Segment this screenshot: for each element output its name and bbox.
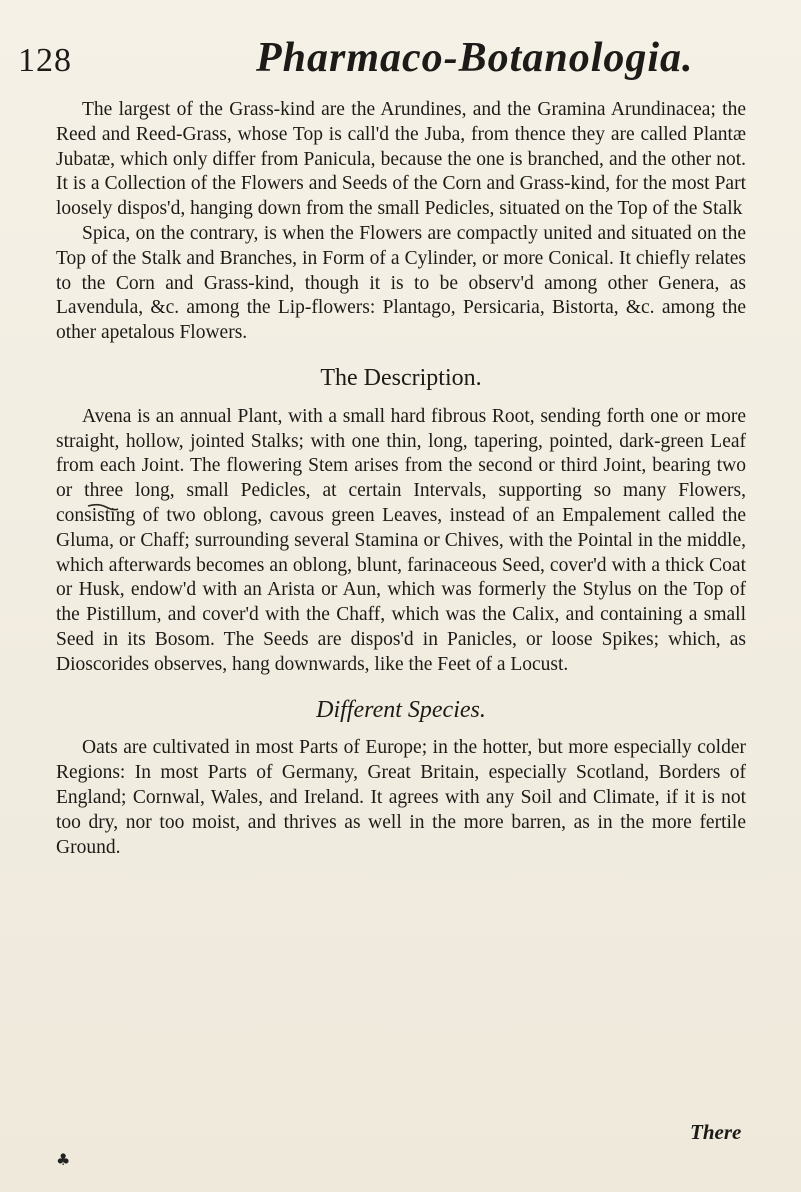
- leaf-mark-icon: ♣: [56, 1150, 71, 1169]
- description-heading-text: The Description.: [320, 364, 482, 391]
- pen-mark-icon: [86, 502, 120, 512]
- section-heading-description: [56, 366, 746, 391]
- paragraph-reed-grass: The largest of the Grass-kind are the Arundines, and the Gramina Arundinacea; the Reed and Reed-Grass, whose Top is call'd the Juba, from thence they are called Plantæ Jubatæ, which only differ from Panicula, because the one is branched, and the other not. It is a Collection of the Flowers and Seeds of the Corn and Grass-kind, for the most Part loosely dispos'd, hanging down from the small Pedicles, situated on the Top of the Stalk: [56, 99, 746, 220]
- page-body: [56, 98, 746, 860]
- paragraph-spica: Spica, on the contrary, is when the Flowers are compactly united and situated on the Top of the Stalk and Branches, in Form of a Cylinder, or more Conical. It chiefly relates to the Corn and Grass-kind, though it is to be observ'd among other Genera, as Lavendula, &c. among the Lip-flowers: Plantago, Persicaria, Bistorta, &c. among the other apetalous Flowers.: [56, 222, 746, 344]
- paragraph-description: Avena is an annual Plant, with a small hard fibrous Root, sending forth one or more straight, hollow, jointed Stalks; with one thin, long, tapering, pointed, dark-green Leaf from each Joint. The flowering Stem arises from the second or third Joint, bearing two or three long, small Pedicles, at certain Intervals, supporting so many Flowers, consisting of two oblong, cavous green Leaves, instead of an Empalement called the Gluma, or Chaff; surrounding several Stamina or Chives, with the Pointal in the middle, which afterwards becomes an oblong, blunt, farinaceous Seed, cover'd with a thick Coat or Husk, endow'd with an Arista or Aun, which was formerly the Stylus on the Top of the Pistillum, and cover'd with the Chaff, which was the Calix, and containing a small Seed in its Bosom. The Seeds are dispos'd in Panicles, or loose Spikes; which, as Dioscorides observes, hang downwards, like the Feet of a Locust.: [56, 405, 746, 675]
- page-number: 128: [18, 42, 72, 79]
- section-heading-species: [56, 698, 746, 723]
- species-heading-text: Different Species.: [316, 696, 486, 723]
- paragraph-species: Oats are cultivated in most Parts of Europe; in the hotter, but more especially colder Regions: In most Parts of Germany, Great Britain, especially Scotland, Borders of England; Cornwal, Wales, and Ireland. It agrees with any Soil and Climate, if it is not too dry, nor too moist, and thrives as well in the more barren, as in the more fertile Ground.: [56, 737, 746, 858]
- running-title: Pharmaco-Botanologia.: [256, 35, 694, 81]
- catchword: There: [690, 1120, 742, 1144]
- page-header: [18, 34, 778, 94]
